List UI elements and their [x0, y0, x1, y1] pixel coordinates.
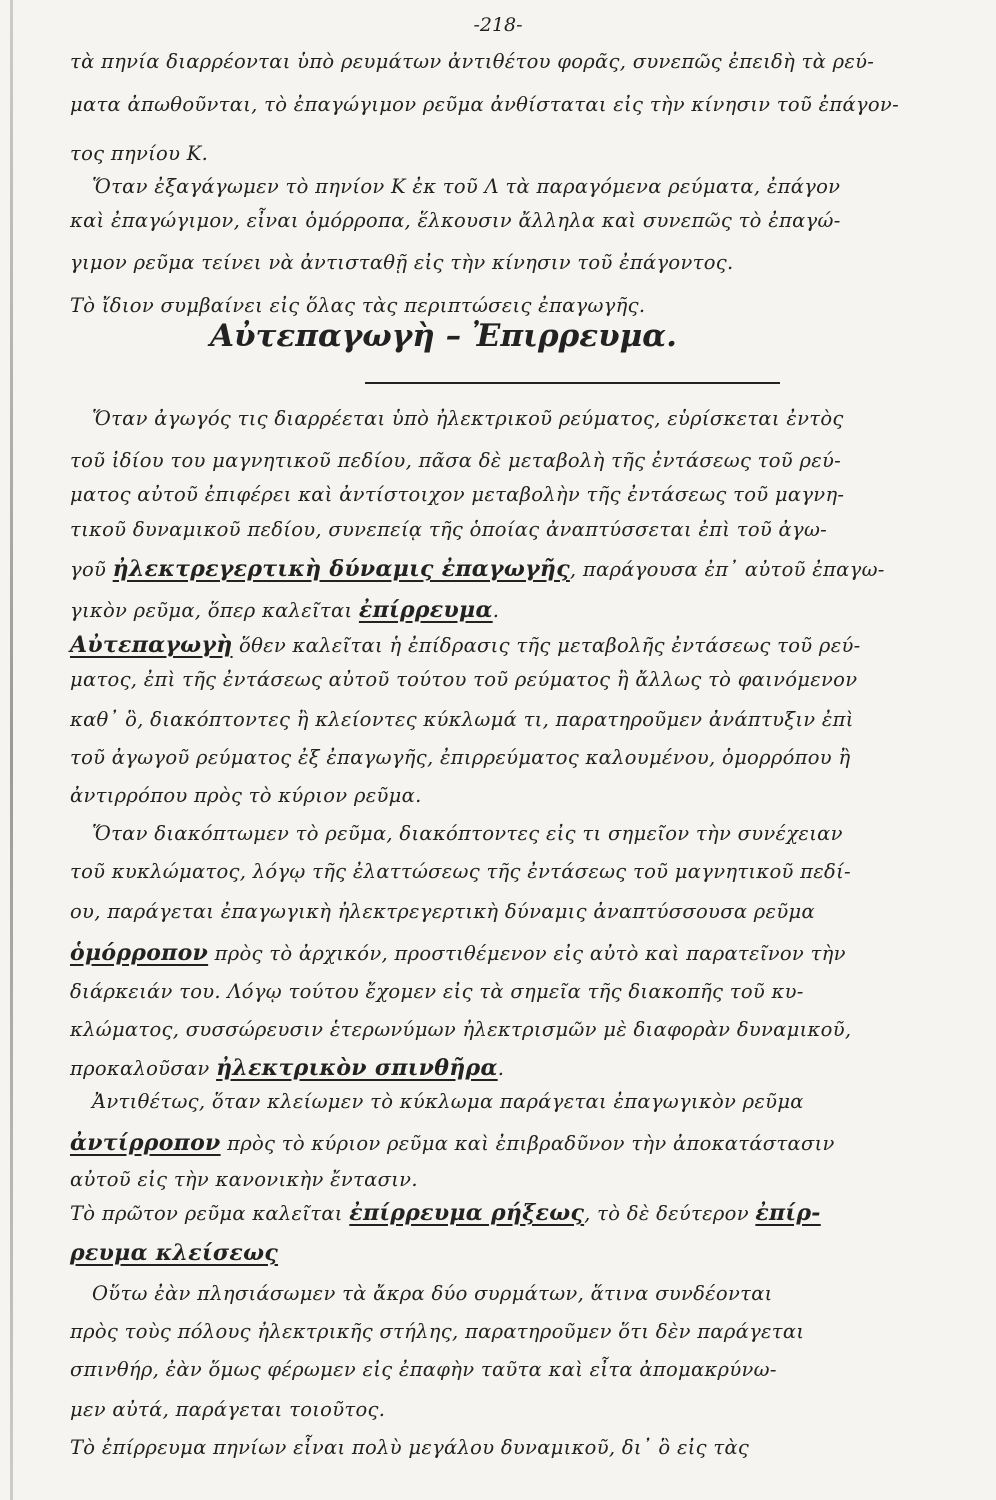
- text-line: Ὅταν ἀγωγός τις διαρρέεται ὑπὸ ἠλεκτρικοῦ ρεύματος, εὑρίσκεται ἐντὸς: [92, 407, 844, 430]
- text-run: ὅθεν καλεῖται ἡ ἐπίδρασις τῆς μεταβολῆς ἐντάσεως τοῦ ρεύ-: [232, 634, 861, 657]
- text-line: σπινθήρ, ἐὰν ὅμως φέρωμεν εἰς ἐπαφὴν ταῦτα καὶ εἶτα ἀπομακρύνω-: [70, 1358, 777, 1381]
- underlined-term: ρευμα κλείσεως: [70, 1240, 279, 1266]
- text-line: μεν αὐτά, παράγεται τοιοῦτος.: [70, 1398, 386, 1421]
- text-line: [70, 597, 970, 623]
- text-line: [70, 632, 970, 658]
- text-line: τὰ πηνία διαρρέονται ὑπὸ ρευμάτων ἀντιθέτου φορᾶς, συνεπῶς ἐπειδὴ τὰ ρεύ-: [70, 50, 875, 73]
- text-line: [70, 1130, 970, 1156]
- text-line: αὐτοῦ εἰς τὴν κανονικὴν ἔντασιν.: [70, 1168, 418, 1191]
- text-line: τικοῦ δυναμικοῦ πεδίου, συνεπείᾳ τῆς ὁποίας ἀναπτύσσεται ἐπὶ τοῦ ἀγω-: [70, 518, 828, 541]
- text-line: ματος, ἐπὶ τῆς ἐντάσεως αὐτοῦ τούτου τοῦ ρεύματος ἢ ἄλλως τὸ φαινόμενον: [70, 668, 858, 691]
- text-run: πρὸς τὸ κύριον ρεῦμα καὶ ἐπιβραδῦνον τὴν ἀποκατάστασιν: [220, 1132, 835, 1155]
- text-line: τοῦ κυκλώματος, λόγῳ τῆς ἐλαττώσεως τῆς ἐντάσεως τοῦ μαγνητικοῦ πεδί-: [70, 860, 851, 883]
- underlined-term: ἀντίρροπον: [70, 1130, 221, 1156]
- text-line: Τὸ ἐπίρρευμα πηνίων εἶναι πολὺ μεγάλου δυναμικοῦ, δι᾽ ὃ εἰς τὰς: [70, 1436, 750, 1459]
- text-run: γοῦ: [70, 558, 113, 581]
- text-run: , τὸ δὲ δεύτερον: [584, 1202, 756, 1225]
- text-run: .: [492, 599, 500, 622]
- underlined-term: ἠλεκτρεγερτικὴ δύναμις ἐπαγωγῆς: [112, 556, 570, 582]
- page-number: -218-: [473, 14, 523, 36]
- text-line: ματος αὐτοῦ ἐπιφέρει καὶ ἀντίστοιχον μεταβολὴν τῆς ἐντάσεως τοῦ μαγνη-: [70, 483, 845, 506]
- underlined-term: ἐπίρρευμα: [358, 597, 493, 623]
- text-line: [70, 1200, 970, 1226]
- text-line: [70, 940, 970, 966]
- text-run: γικὸν ρεῦμα, ὅπερ καλεῖται: [70, 599, 359, 622]
- text-line: ἀντιρρόπου πρὸς τὸ κύριον ρεῦμα.: [70, 784, 422, 807]
- section-heading: Αὐτεπαγωγὴ – Ἐπιρρευμα.: [210, 318, 677, 354]
- text-line: Τὸ ἴδιον συμβαίνει εἰς ὅλας τὰς περιπτώσεις ἐπαγωγῆς.: [70, 294, 646, 317]
- underlined-term: ὁμόρροπον: [70, 940, 209, 966]
- text-line: Ἀντιθέτως, ὅταν κλείωμεν τὸ κύκλωμα παράγεται ἐπαγωγικὸν ρεῦμα: [92, 1090, 804, 1113]
- text-line: τος πηνίου Κ.: [70, 142, 209, 165]
- text-line: καὶ ἐπαγώγιμον, εἶναι ὁμόρροπα, ἕλκουσιν ἄλληλα καὶ συνεπῶς τὸ ἐπαγώ-: [70, 209, 841, 232]
- text-line: καθ᾽ ὃ, διακόπτοντες ἢ κλείοντες κύκλωμά τι, παρατηροῦμεν ἀνάπτυξιν ἐπὶ: [70, 708, 854, 731]
- text-line: ματα ἀπωθοῦνται, τὸ ἐπαγώγιμον ρεῦμα ἀνθίσταται εἰς τὴν κίνησιν τοῦ ἐπάγον-: [70, 93, 899, 116]
- text-line: γιμον ρεῦμα τείνει νὰ ἀντισταθῇ εἰς τὴν κίνησιν τοῦ ἐπάγοντος.: [70, 251, 734, 274]
- text-line: Ὅταν διακόπτωμεν τὸ ρεῦμα, διακόπτοντες εἰς τι σημεῖον τὴν συνέχειαν: [92, 822, 843, 845]
- binding-edge: [10, 0, 13, 1500]
- text-line: [70, 1055, 970, 1081]
- text-line: [70, 1240, 970, 1266]
- text-line: τοῦ ἰδίου του μαγνητικοῦ πεδίου, πᾶσα δὲ μεταβολὴ τῆς ἐντάσεως τοῦ ρεύ-: [70, 449, 842, 472]
- text-line: ου, παράγεται ἐπαγωγικὴ ἠλεκτρεγερτικὴ δύναμις ἀναπτύσσουσα ρεῦμα: [70, 900, 815, 923]
- text-run: Τὸ πρῶτον ρεῦμα καλεῖται: [70, 1202, 350, 1225]
- text-line: Οὕτω ἐὰν πλησιάσωμεν τὰ ἄκρα δύο συρμάτων, ἅτινα συνδέονται: [92, 1282, 773, 1305]
- text-run: , παράγουσα ἐπ᾽ αὐτοῦ ἐπαγω-: [569, 558, 885, 581]
- heading-rule: [365, 382, 780, 384]
- text-line: κλώματος, συσσώρευσιν ἑτερωνύμων ἠλεκτρισμῶν μὲ διαφορὰν δυναμικοῦ,: [70, 1018, 852, 1041]
- text-line: τοῦ ἀγωγοῦ ρεύματος ἐξ ἐπαγωγῆς, ἐπιρρεύματος καλουμένου, ὁμορρόπου ἢ: [70, 746, 851, 769]
- text-run: .: [497, 1057, 505, 1080]
- underlined-term: Αὐτεπαγωγὴ: [70, 632, 233, 658]
- text-line: [70, 556, 970, 582]
- text-run: πρὸς τὸ ἀρχικόν, προστιθέμενον εἰς αὐτὸ καὶ παρατεῖνον τὴν: [208, 942, 846, 965]
- text-line: Ὅταν ἐξαγάγωμεν τὸ πηνίον Κ ἐκ τοῦ Λ τὰ παραγόμενα ρεύματα, ἐπάγον: [92, 175, 841, 198]
- underlined-term: ἐπίρ-: [755, 1200, 821, 1226]
- underlined-term: ἠλεκτρικὸν σπινθῆρα: [216, 1055, 498, 1081]
- text-line: διάρκειάν του. Λόγῳ τούτου ἔχομεν εἰς τὰ σημεῖα τῆς διακοπῆς τοῦ κυ-: [70, 980, 804, 1003]
- text-run: προκαλοῦσαν: [70, 1057, 217, 1080]
- underlined-term: ἐπίρρευμα ρήξεως: [349, 1200, 585, 1226]
- text-line: πρὸς τοὺς πόλους ἠλεκτρικῆς στήλης, παρατηροῦμεν ὅτι δὲν παράγεται: [70, 1320, 805, 1343]
